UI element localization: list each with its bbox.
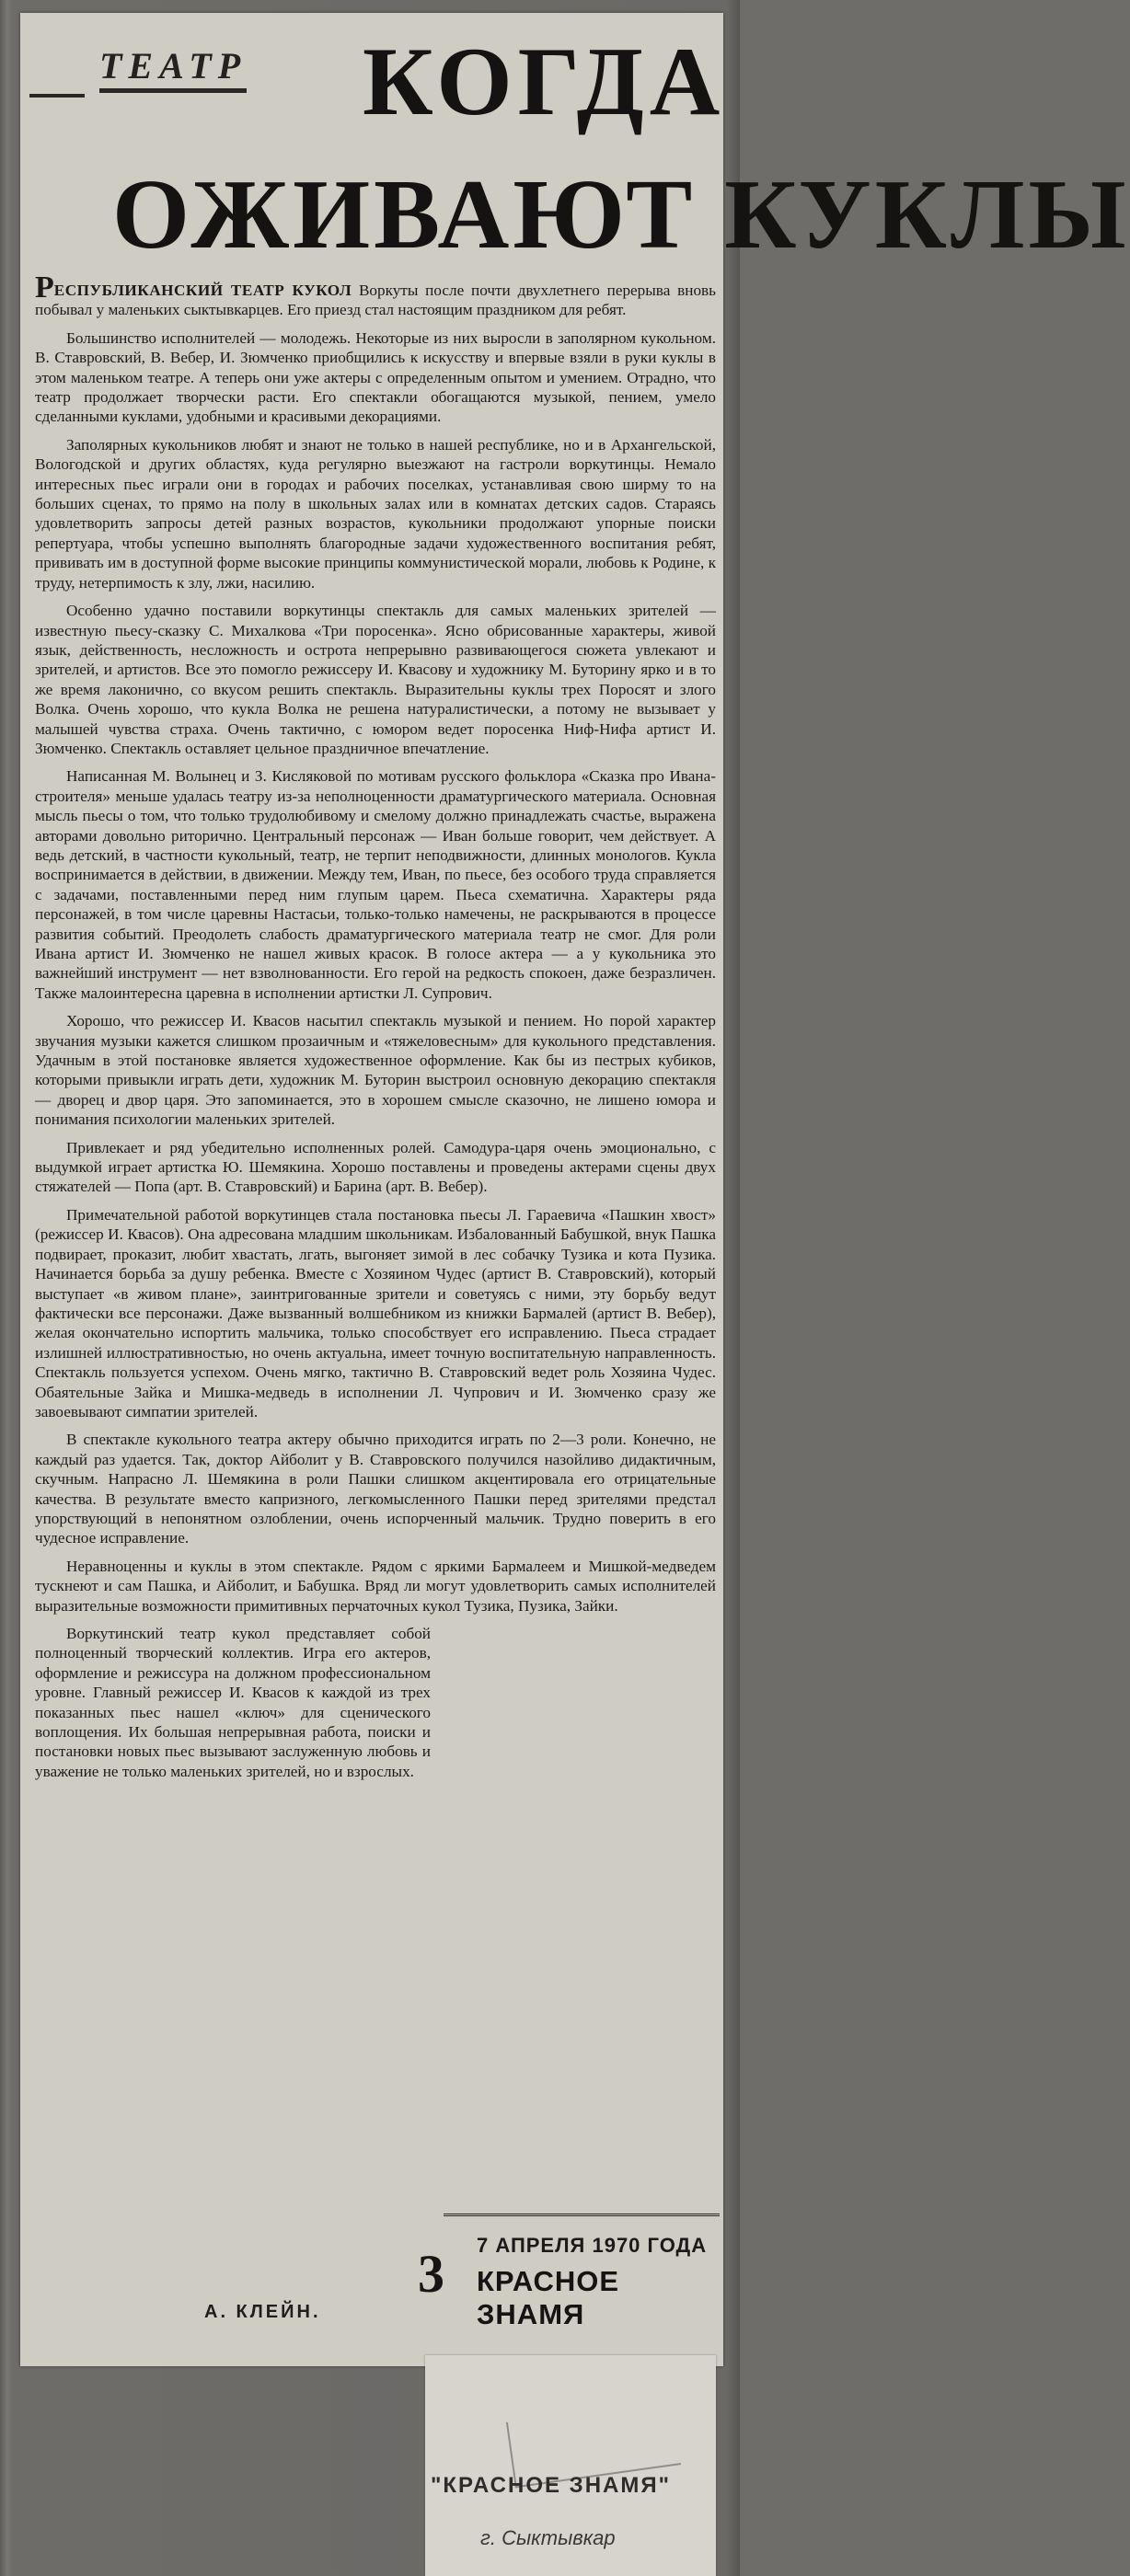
archive-stamp-slip [425, 2355, 716, 2576]
stamp-city: г. Сыктывкар [480, 2526, 616, 2549]
rubric-rule [29, 94, 85, 98]
paragraph: Хорошо, что режиссер И. Квасов насытил спектакль музыкой и пением. Но порой характер звучания музыки кажется слишком прозаичным и «тяжеловесным» для кукольного представления. Удачным в этой постановке является художественное оформление. Как бы из пестрых кубиков, которыми привыкли играть дети, художник М. Буторин выстроил основную декорацию спектакля — дворец и двор царя. Это запоминается, это в хорошем смысле сказочно, не лишено юмора и понимания психологии маленьких зрителей. [35, 1012, 716, 1129]
newspaper-clipping [20, 13, 1130, 2366]
rubric-label: ТЕАТР [99, 46, 247, 93]
paragraph: Большинство исполнителей — молодежь. Некоторые из них выросли в заполярном кукольном. В. Ставровский, В. Вебер, И. Зюмченко приобщились к искусству и впервые взяли в руки куклы в этом маленьком театре. А теперь они уже актеры с определенным опытом и умением. Отрадно, что театр продолжает творчески расти. Его спектакли обогащаются музыкой, пением, умело сделанными куклами, удобными и красивыми декорациями. [35, 328, 716, 426]
paragraph: В спектакле кукольного театра актеру обычно приходится играть по 2—3 роли. Конечно, не каждый раз удается. Так, доктор Айболит у В. Ставровского получился назойливо дидактичным, скучным. Напрасно Л. Шемякина в роли Пашки слишком акцентировала его отрицательные качества. В результате вместо капризного, легкомысленного Пашки перед зрителями предстал упорствующий в непонятном озлоблении, очень испорченный мальчик. Трудно поверить в его чудесное исправление. [35, 1431, 716, 1547]
paragraph: Написанная М. Волынец и З. Кисляковой по мотивам русского фольклора «Сказка про Ивана-строителя» меньше удалась театру из-за неполноценности драматургического материала. Основная мысль пьесы о том, что только трудолюбивому и смелому должно принадлежать счастье, выражена авторами довольно риторично. Центральный персонаж — Иван больше говорит, чем действует. А ведь детский, в частности кукольный, театр, не терпит неподвижности, длинных монологов. Кукла воспринимается в действии, в движении. Между тем, Иван, по пьесе, без особого труда справляется с задачами, поставленными перед ним глупым царем. Пьеса схематична. Характеры ряда персонажей, в том числе царевны Настасьи, только-только намечены, не раскрываются в процессе развития событий. Преодолеть слабость драматургического материала театр не смог. Для роли Ивана артист И. Зюмченко не нашел живых красок. В голосе актера — а у кукольника это важнейший инструмент — нет взволнованности. Его герой на редкость спокоен, даже безразличен. Также малоинтересна царевна в исполнении артистки Л. Супрович. [35, 767, 716, 1002]
drop-cap: Р [35, 270, 54, 305]
article-header [20, 13, 1130, 293]
lead-text: Воркуты после почти двухлетнего перерыва вновь побывал у маленьких сыктывкарцев. Его приезд стал настоящим праздником для ребят. [35, 282, 717, 319]
headline-line-2: ОЖИВАЮТ КУКЛЫ [112, 160, 1130, 270]
paragraph: Заполярных кукольников любят и знают не только в нашей республике, но и в Архангельской, Вологодской и других областях, куда регулярно выезжают на гастроли воркутинцы. Немало интересных пьес играли они в городах и рабочих поселках, устанавливая свою ширму то на больших сценах, то прямо на полу в школьных залах или в комнатах детских садов. Стараясь удовлетворить запросы детей разных возрастов, кукольники продолжают упорные поиски репертуара, чтобы успешно выполнять благородные задачи художественного воспитания ребят, прививать им в доступной форме высокие принципы коммунистической морали, любовь к Родине, к труду, нетерпимость к злу, лжи, насилию. [35, 435, 716, 592]
headline-line-1: КОГДА [363, 28, 726, 135]
lead-caps: ЕСПУБЛИКАНСКИЙ ТЕАТР КУКОЛ [53, 282, 352, 299]
lead-paragraph [35, 270, 717, 320]
page-footer-masthead [418, 2202, 723, 2366]
author-signature: А. КЛЕЙН. [204, 2302, 321, 2322]
final-paragraph: Воркутинский театр кукол представляет собой полноценный творческий коллектив. Игра его актеров, оформление и режиссура на должном профессиональном уровне. Главный режиссер И. Квасов к каждой из трех показанных пьес нашел «ключ» для сценического воплощения. Их большая непрерывная работа, поиски и постановки новых пьес вызывают заслуженную любовь и уважение не только маленьких зрителей, но и взрослых. [35, 1625, 431, 1780]
stamp-newspaper-name: "КРАСНОЕ ЗНАМЯ" [431, 2473, 671, 2498]
paragraph: Примечательной работой воркутинцев стала постановка пьесы Л. Гараевича «Пашкин хвост» (режиссер И. Квасов). Она адресована младшим школьникам. Избалованный Бабушкой, внук Пашка подвирает, проказит, любит хвастать, лгать, выгоняет зимой в лес собачку Тузика и кота Пузика. Начинается борьба за душу ребенка. Вместе с Хозяином Чудес (артист В. Ставровский), который выступает «в живом плане», заинтригованные зрители и советуясь с ними, эту борьбу ведут фактически все персонажи. Даже вызванный волшебником из книжки Бармалей (артист В. Вебер), желая окончательно испортить мальчика, только способствует его исправлению. Пьеса страдает излишней иллюстративностью, но очень актуальна, имеет точную воспитательную направленность. Спектакль пользуется успехом. Очень мягко, тактично В. Ставровский ведет роль Хозяина Чудес. Обаятельные Зайка и Мишка-медведь в исполнении Л. Чупрович и И. Зюмченко сразу же завоевывают симпатии зрителей. [35, 1205, 716, 1420]
paragraph: Особенно удачно поставили воркутинцы спектакль для самых маленьких зрителей — известную пьесу-сказку С. Михалкова «Три поросенка». Ясно обрисованные характеры, живой язык, действенность, несложность и острота непрерывно развивающегося сюжета увлекают и зрителей, и артистов. Все это помогло режиссеру И. Квасову и художнику М. Буторину ярко и в то же время лаконично, со вкусом решить спектакль. Выразительны куклы трех Поросят и злого Волка. Очень хорошо, что кукла Волка не решена натуралистически, а потому не вызывает у малышей чувства страха. Очень тактично, с юмором ведет поросенка Ниф-Нифа артист И. Зюмченко. Спектакль оставляет цельное праздничное впечатление. [35, 602, 716, 757]
paragraph: Привлекает и ряд убедительно исполненных ролей. Самодура-царя очень эмоционально, с выдумкой играет артистка Ю. Шемякина. Хорошо поставлены и проведены актерами сцены двух стяжателей — Попа (арт. В. Ставровский) и Барина (арт. В. Вебер). [35, 1138, 716, 1196]
paragraph: Неравноценны и куклы в этом спектакле. Рядом с яркими Бармалеем и Мишкой-медведем тускнеют и сам Пашка, и Айболит, и Бабушка. Вряд ли могут удовлетворить самых исполнителей выразительные возможности примитивных перчаточных кукол Тузика, Пузика, Зайки. [35, 1557, 716, 1615]
page-number: 3 [418, 2244, 444, 2304]
article-body [35, 270, 717, 2322]
newspaper-name: КРАСНОЕ ЗНАМЯ [477, 2265, 620, 2330]
masthead-rule [444, 2214, 720, 2216]
issue-date: 7 АПРЕЛЯ 1970 ГОДА [477, 2234, 708, 2257]
